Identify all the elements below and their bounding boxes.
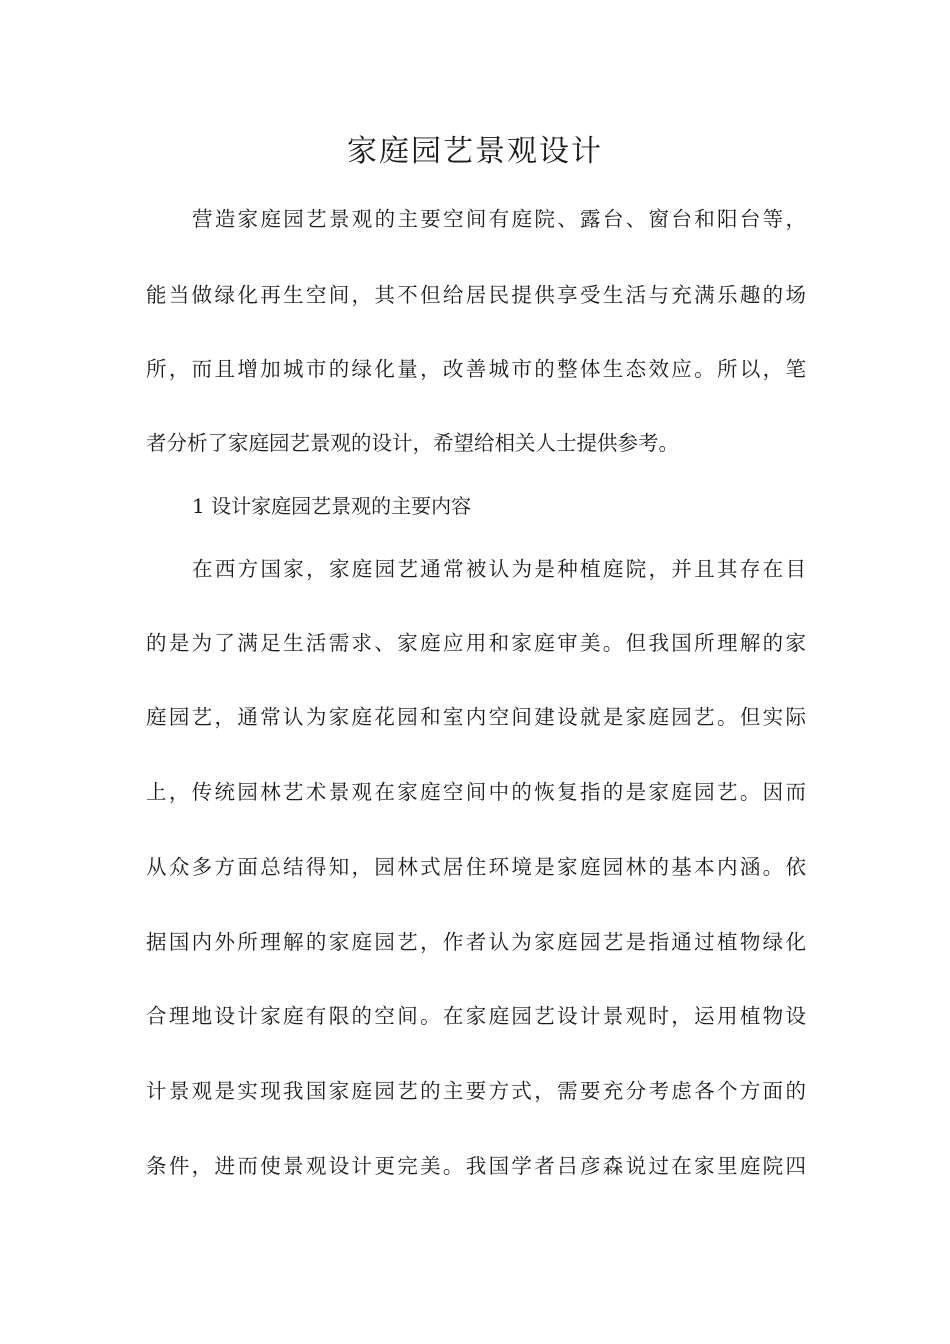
- paragraph-line: 据国内外所理解的家庭园艺，作者认为家庭园艺是指通过植物绿化: [146, 930, 806, 954]
- paragraph-line: 在西方国家，家庭园艺通常被认为是种植庭院，并且其存在目: [192, 557, 806, 581]
- paragraph-line: 上，传统园林艺术景观在家庭空间中的恢复指的是家庭园艺。因而: [146, 780, 806, 804]
- paragraph-line: 的是为了满足生活需求、家庭应用和家庭审美。但我国所理解的家: [146, 631, 806, 655]
- paragraph-line: 合理地设计家庭有限的空间。在家庭园艺设计景观时，运用植物设: [146, 1004, 806, 1028]
- paragraph-line: 从众多方面总结得知，园林式居住环境是家庭园林的基本内涵。依: [146, 855, 806, 879]
- paragraph-line: 庭园艺，通常认为家庭花园和室内空间建设就是家庭园艺。但实际: [146, 705, 806, 729]
- paragraph-line: 能当做绿化再生空间，其不但给居民提供享受生活与充满乐趣的场: [146, 283, 806, 307]
- paragraph-line: 计景观是实现我国家庭园艺的主要方式，需要充分考虑各个方面的: [146, 1079, 806, 1103]
- document-title: 家庭园艺景观设计: [347, 134, 603, 169]
- paragraph-line: 营造家庭园艺景观的主要空间有庭院、露台、窗台和阳台等，: [192, 207, 806, 231]
- paragraph-line: 条件，进而使景观设计更完美。我国学者吕彦森说过在家里庭院四: [146, 1154, 806, 1178]
- paragraph-line: 所，而且增加城市的绿化量，改善城市的整体生态效应。所以，笔: [146, 357, 806, 381]
- section-heading: 1 设计家庭园艺景观的主要内容: [192, 494, 472, 518]
- paragraph-line: 者分析了家庭园艺景观的设计，希望给相关人士提供参考。: [146, 431, 679, 455]
